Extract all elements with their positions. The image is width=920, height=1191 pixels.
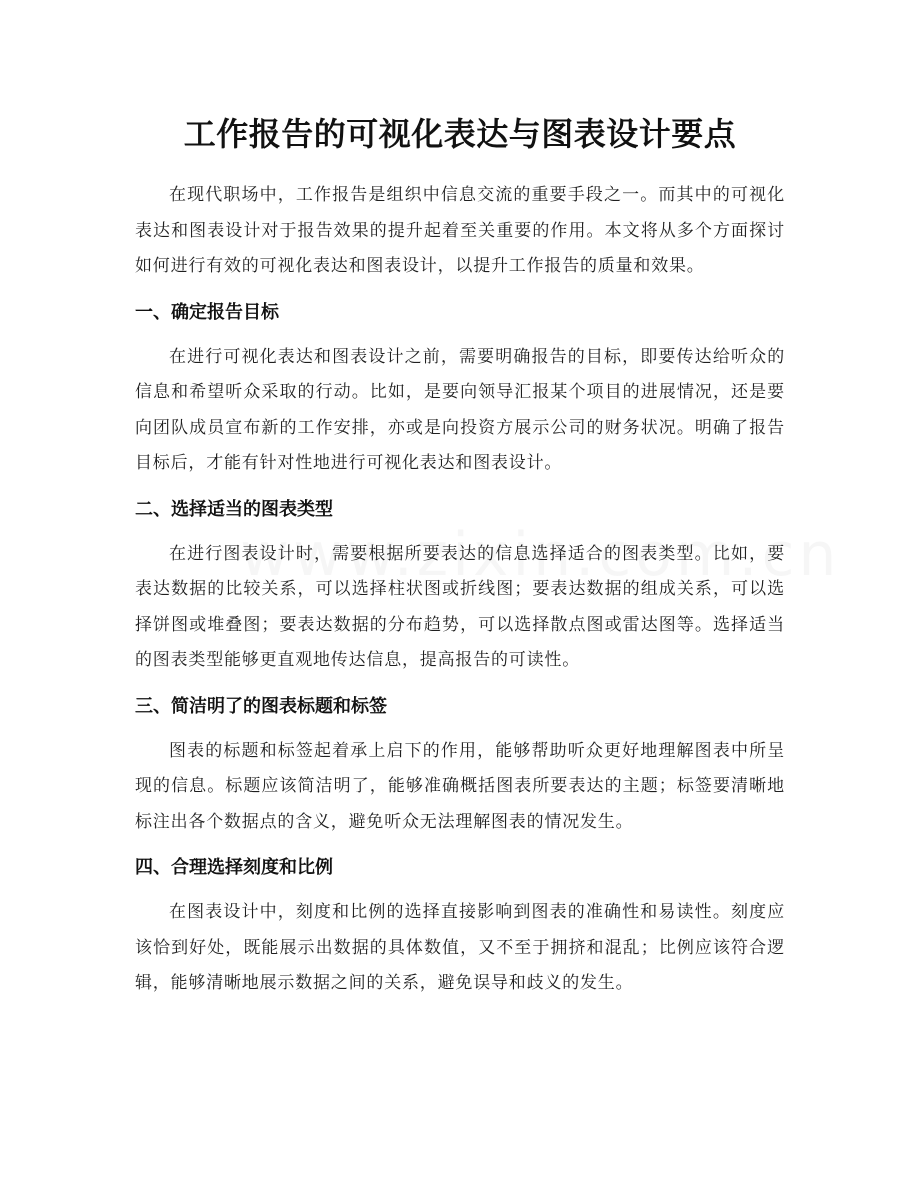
section-1 [135, 298, 785, 482]
section-heading: 二、选择适当的图表类型 [135, 498, 333, 520]
section-paragraph: 在进行可视化表达和图表设计之前，需要明确报告的目标，即要传达给听众的信息和希望听众采取的行动。比如，是要向领导汇报某个项目的进展情况，还是要向团队成员宣布新的工作安排，亦或是向投资方展示公司的财务状况。明确了报告目标后，才能有针对性地进行可视化表达和图表设计。 [135, 346, 785, 473]
section-2 [135, 495, 785, 679]
section-3 [135, 692, 785, 841]
section-paragraph: 在图表设计中，刻度和比例的选择直接影响到图表的准确性和易读性。刻度应该恰到好处，既能展示出数据的具体数值，又不至于拥挤和混乱；比例应该符合逻辑，能够清晰地展示数据之间的关系，避免误导和歧义的发生。 [135, 902, 785, 993]
section-paragraph: 图表的标题和标签起着承上启下的作用，能够帮助听众更好地理解图表中所呈现的信息。标题应该简洁明了，能够准确概括图表所要表达的主题；标签要清晰地标注出各个数据点的含义，避免听众无法理解图表的情况发生。 [135, 740, 785, 832]
intro-paragraph: 在现代职场中，工作报告是组织中信息交流的重要手段之一。而其中的可视化表达和图表设计对于报告效果的提升起着至关重要的作用。本文将从多个方面探讨如何进行有效的可视化表达和图表设计，以提升工作报告的质量和效果。 [135, 185, 785, 276]
section-4 [135, 853, 785, 1002]
section-heading: 三、简洁明了的图表标题和标签 [135, 695, 387, 717]
section-heading: 一、确定报告目标 [135, 301, 279, 323]
intro-block [135, 178, 785, 285]
section-paragraph: 在进行图表设计时，需要根据所要表达的信息选择适合的图表类型。比如，要表达数据的比较关系，可以选择柱状图或折线图；要表达数据的组成关系，可以选择饼图或堆叠图；要表达数据的分布趋势，可以选择散点图或雷达图等。选择适当的图表类型能够更直观地传达信息，提高报告的可读性。 [135, 543, 785, 670]
page-title: 工作报告的可视化表达与图表设计要点 [183, 115, 737, 153]
section-heading: 四、合理选择刻度和比例 [135, 857, 333, 878]
